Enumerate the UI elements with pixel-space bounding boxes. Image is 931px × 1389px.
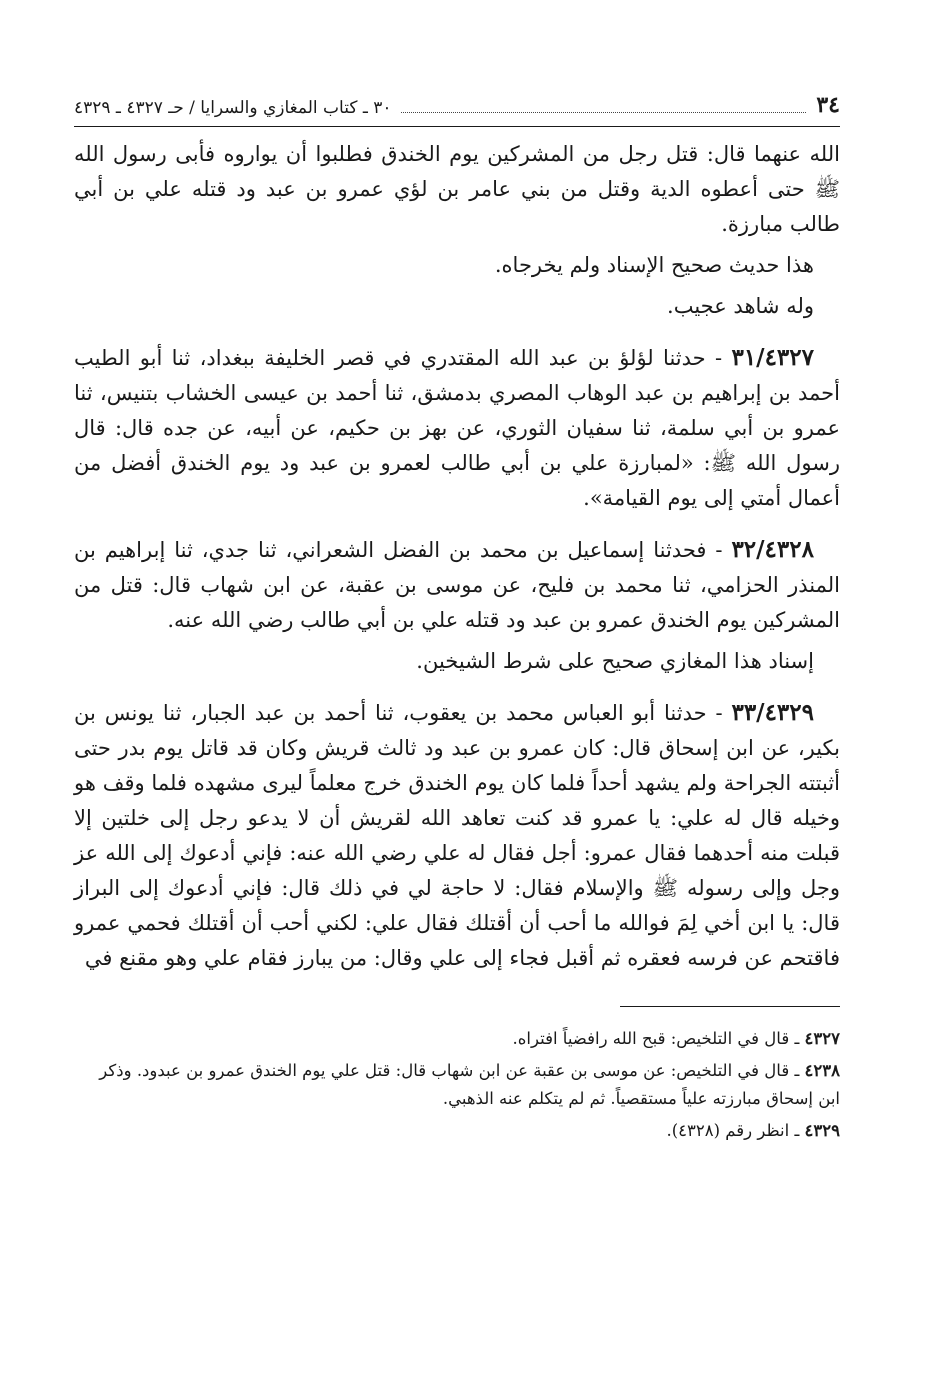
footnote-number: ٤٣٢٩ [804, 1121, 840, 1140]
footnote-text: ـ انظر رقم (٤٣٢٨). [666, 1121, 800, 1140]
footnotes [74, 1025, 840, 1145]
running-header [74, 92, 840, 127]
authentication-comment: هذا حديث صحيح الإسناد ولم يخرجاه. [494, 253, 814, 277]
main-text [74, 137, 840, 976]
footnote-text: ـ قال في التلخيص: قبح الله رافضياً افتراه. [512, 1029, 800, 1048]
footnote-separator [620, 1006, 840, 1007]
hadith-4329 [74, 695, 840, 976]
footnote [74, 1117, 840, 1145]
hadith-4327 [74, 340, 840, 516]
footnote-number: ٤٣٢٧ [804, 1029, 840, 1048]
hadith-4328 [74, 532, 840, 638]
book-page [74, 92, 840, 1149]
page-number: ٣٤ [816, 92, 840, 118]
witness-comment: وله شاهد عجيب. [667, 294, 814, 318]
hadith-number: ٣٢/٤٣٢٨ [731, 536, 814, 563]
header-dotted-leader [401, 112, 806, 113]
footnote [74, 1057, 840, 1113]
hadith-number: ٣٣/٤٣٢٩ [731, 699, 814, 726]
hadith-text: - فحدثنا إسماعيل بن محمد بن الفضل الشعراني، ثنا جدي، ثنا إبراهيم بن المنذر الحزامي، ثنا محمد بن فليح، عن موسى بن عقبة، عن ابن شهاب قال: قتل من المشركين يوم الخندق عمرو بن عبد ود قتله علي بن أبي طالب رضي الله عنه. [74, 538, 840, 632]
footnote-number: ٤٢٣٨ [804, 1061, 840, 1080]
hadith-number: ٣١/٤٣٢٧ [731, 344, 814, 371]
continuation-paragraph: الله عنهما قال: قتل رجل من المشركين يوم الخندق فطلبوا أن يواروه فأبى رسول الله ﷺ حتى أعطوه الدية وقتل من بني عامر بن لؤي عمرو بن عبد ود قتله علي بن أبي طالب مبارزة. [74, 142, 840, 236]
hadith-4328-comment: إسناد هذا المغازي صحيح على شرط الشيخين. [416, 649, 814, 673]
hadith-text: - حدثنا لؤلؤ بن عبد الله المقتدري في قصر الخليفة ببغداد، ثنا أبو الطيب أحمد بن إبراهيم بن عبد الوهاب المصري بدمشق، ثنا أحمد بن عيسى الخشاب بتنيس، ثنا عمرو بن أبي سلمة، ثنا سفيان الثوري، عن بهز بن حكيم، عن أبيه، عن جده قال: قال رسول الله ﷺ: «لمبارزة علي بن أبي طالب لعمرو بن عبد ود يوم الخندق أفضل من أعمال أمتي إلى يوم القيامة». [74, 346, 840, 510]
footnote-text: ـ قال في التلخيص: عن موسى بن عقبة عن ابن شهاب قال: قتل علي يوم الخندق عمرو بن عبدود. وذكر ابن إسحاق مبارزته علياً مستقصياً. ثم لم يتكلم عنه الذهبي. [99, 1061, 840, 1108]
running-title: ٣٠ ـ كتاب المغازي والسرايا / حـ ٤٣٢٧ ـ ٤٣٢٩ [74, 98, 392, 118]
hadith-text: - حدثنا أبو العباس محمد بن يعقوب، ثنا أحمد بن عبد الجبار، ثنا يونس بن بكير، عن ابن إسحاق قال: كان عمرو بن عبد ود ثالث قريش وكان قد قاتل يوم بدر حتى أثبتته الجراحة ولم يشهد أحداً فلما كان يوم الخندق خرج معلماً ليرى مشهده فلما وقف هو وخيله قال له علي: يا عمرو قد كنت تعاهد الله لقريش أن لا يدعو رجل إلى خلتين إلا قبلت منه أحدهما فقال عمرو: أجل فقال له علي رضي الله عنه: فإني أدعوك إلى الله عز وجل وإلى رسوله ﷺ والإسلام فقال: لا حاجة لي في ذلك قال: فإني أدعوك إلى البراز قال: يا ابن أخي لِمَ فوالله ما أحب أن أقتلك فقال علي: لكني أحب أن أقتلك فحمي عمرو فاقتحم عن فرسه فعقره ثم أقبل فجاء إلى علي وقال: من يبارز فقام علي وهو مقنع في [74, 701, 840, 970]
footnote [74, 1025, 840, 1053]
